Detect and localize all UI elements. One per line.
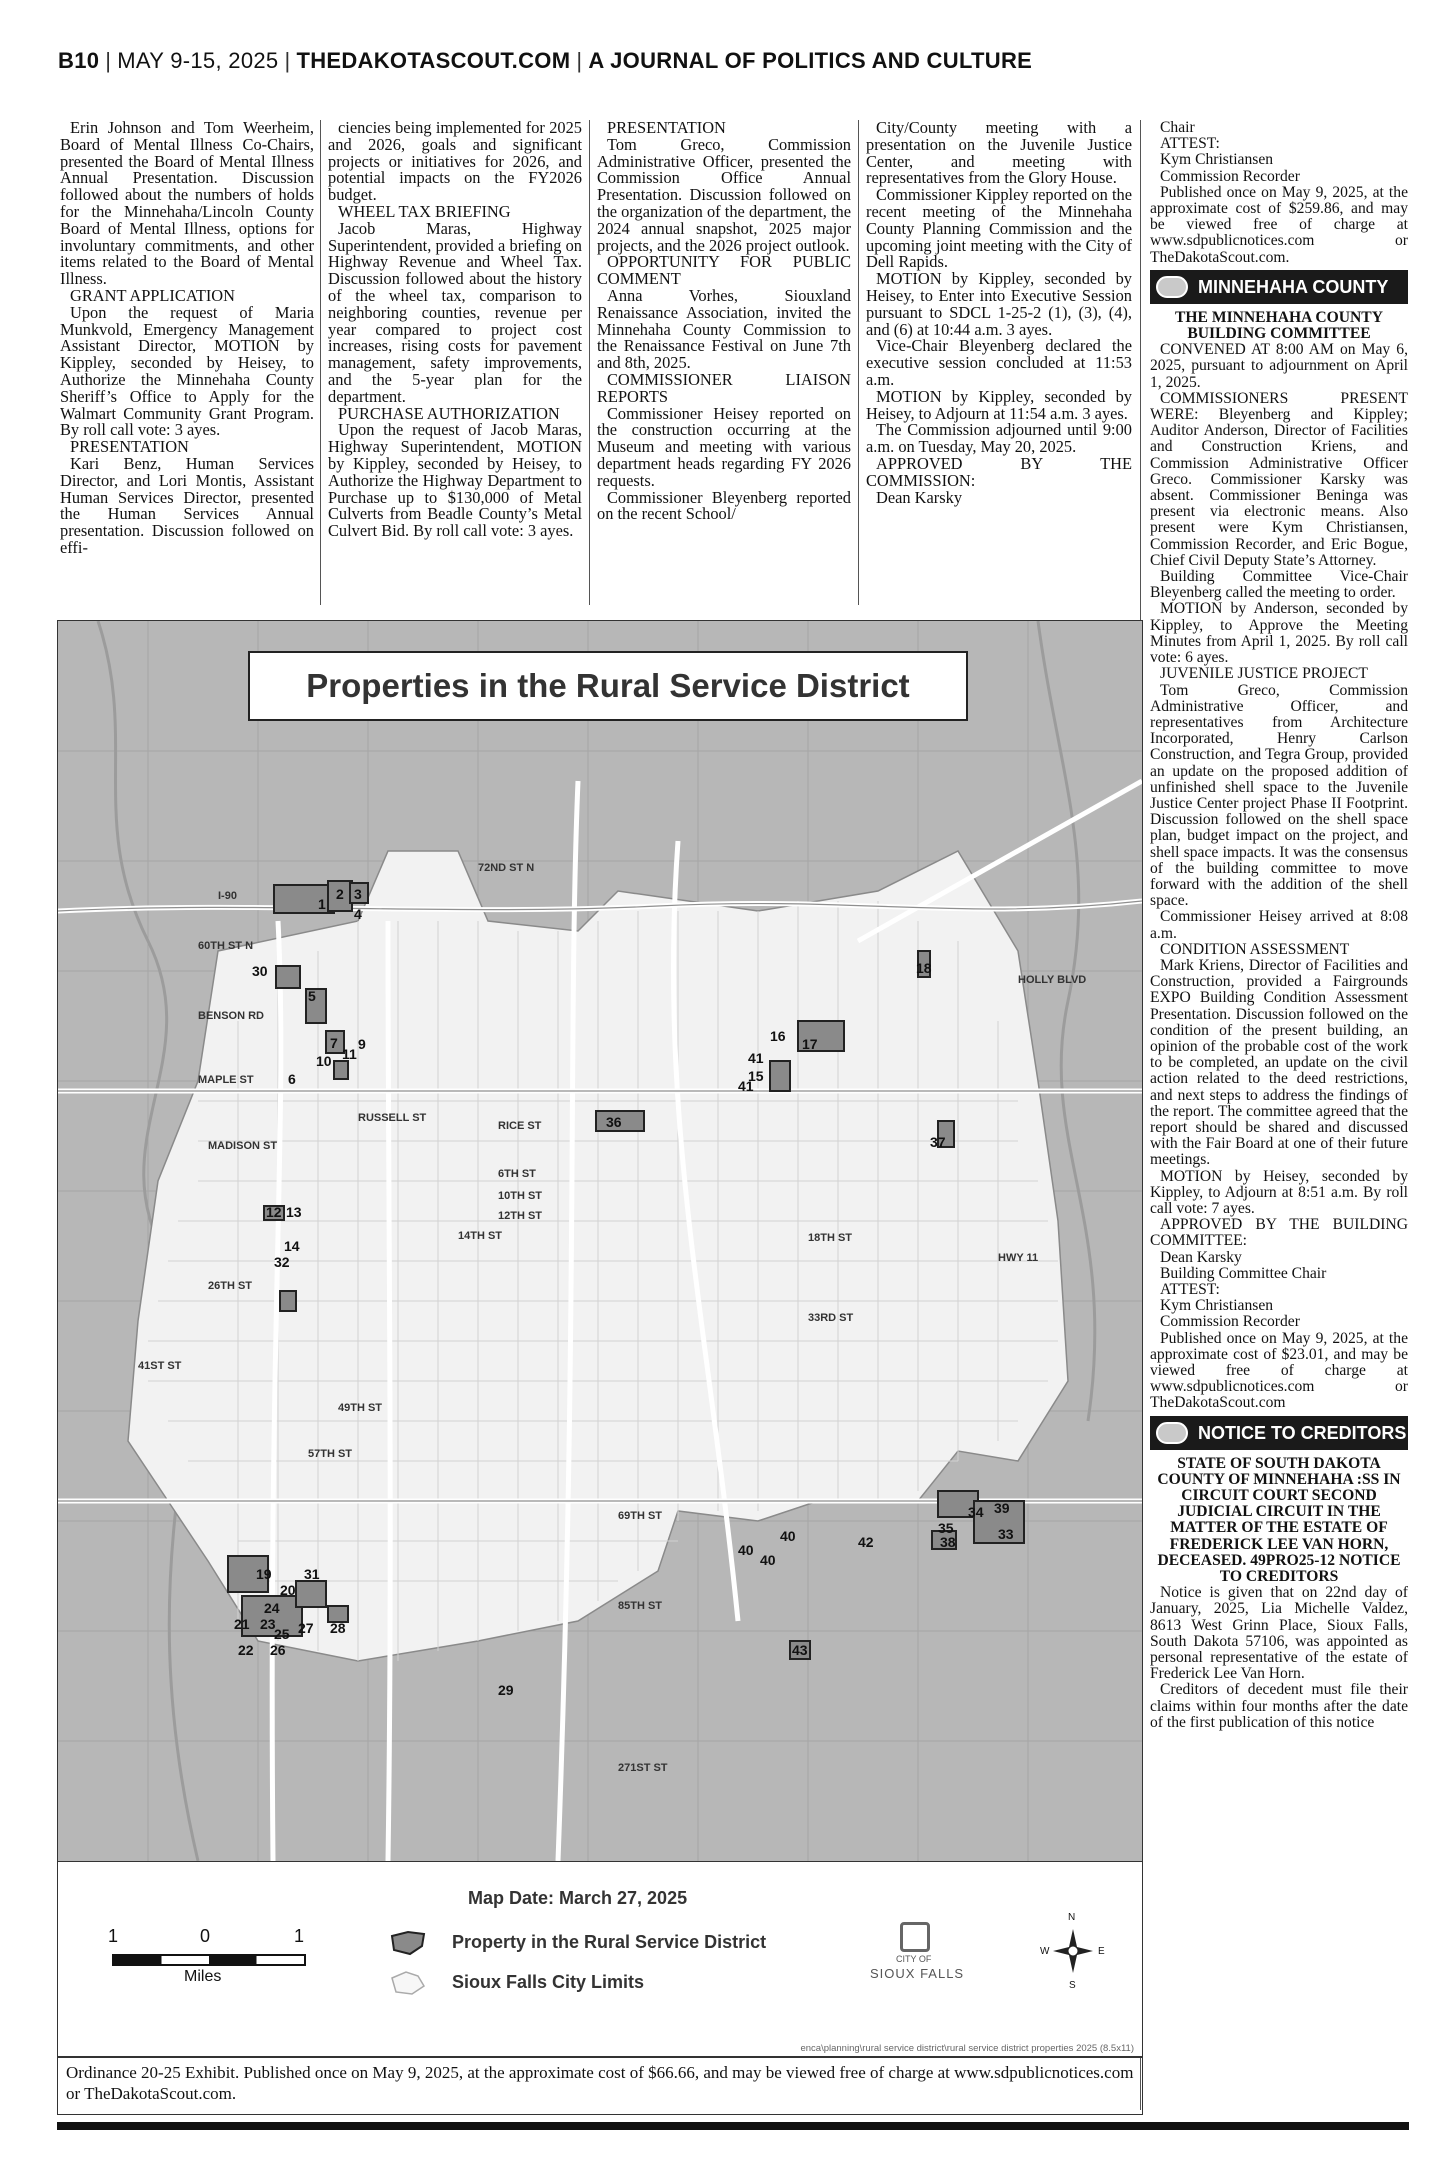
parcel-label: 28 xyxy=(330,1620,346,1636)
parcel-label: 20 xyxy=(280,1582,296,1598)
parcel-label: 31 xyxy=(304,1566,320,1582)
notice-heading: STATE OF SOUTH DAKOTA COUNTY OF MINNEHAHA :SS IN CIRCUIT COURT SECOND JUDICIAL CIRCUIT IN THE MATTER OF THE ESTATE OF FREDERICK LEE VAN HORN, DECEASED. 49PRO25-12 NOTICE TO CREDITORS xyxy=(1157,1454,1401,1586)
road-label: 69TH ST xyxy=(618,1510,663,1522)
compass-s: S xyxy=(1069,1980,1076,1991)
road-label: 72ND ST N xyxy=(478,862,535,874)
col2-para: ciencies being implemented for 2025 and 2026, goals and significant projects or initiatives for 2026, and potential impacts on the FY2026 budget. xyxy=(328,118,582,205)
parcel-label: 11 xyxy=(342,1046,357,1062)
parcel-label: 7 xyxy=(330,1035,338,1051)
column-4 xyxy=(866,120,1132,506)
parcel-label: 27 xyxy=(298,1620,314,1636)
parcel-legend-icon xyxy=(388,1928,428,1958)
parcel-label: 14 xyxy=(284,1238,300,1254)
legend-item-property: Property in the Rural Service District xyxy=(452,1932,767,1952)
col4-para: APPROVED BY THE COMMISSION: xyxy=(866,453,1132,490)
city-logo-line1: CITY OF xyxy=(896,1954,932,1964)
compass-n: N xyxy=(1068,1912,1076,1923)
col5-line: ATTEST: xyxy=(1160,135,1220,153)
col2-para: Upon the request of Jacob Maras, Highway Superintendent, MOTION by Kippley, seconded by Heisey, to Authorize the Highway Department to Purchase up to $130,000 of Metal Culverts from Beadle County’s Metal Culvert Bid. By roll call vote: 3 ayes. xyxy=(328,420,582,541)
col5-line: Dean Karsky xyxy=(1160,1248,1242,1266)
rural-service-district-map xyxy=(57,620,1143,2057)
scale-bar-graphic xyxy=(112,1954,306,1966)
col5-para: Notice is given that on 22nd day of January, 2025, Lia Michelle Valdez, 8613 West Grinn Place, Sioux Falls, South Dakota 57106, was appointed as personal representative of the estate of Frederick Lee Van Horn. xyxy=(1150,1584,1408,1683)
col4-para: Vice-Chair Bleyenberg declared the executive session concluded at 11:53 a.m. xyxy=(866,336,1132,389)
column-rule xyxy=(589,120,590,605)
compass-rose-icon xyxy=(1038,1912,1108,1992)
parcel-label: 26 xyxy=(270,1642,286,1658)
parcel-label: 15 xyxy=(748,1068,764,1084)
col5-para: Commissioner Heisey arrived at 8:08 a.m. xyxy=(1150,908,1408,942)
col4-para: Commissioner Kippley reported on the recent meeting of the Minnehaha County Planning Commission and the upcoming joint meeting with the City of Dell Rapids. xyxy=(866,185,1132,272)
road-label: 10TH ST xyxy=(498,1190,543,1202)
parcel-label: 33 xyxy=(998,1526,1014,1542)
banner-label: NOTICE TO CREDITORS xyxy=(1198,1422,1407,1443)
city-logo-line2: SIOUX FALLS xyxy=(870,1966,965,1981)
col1-heading: PRESENTATION xyxy=(70,437,189,457)
section-banner-minnehaha xyxy=(1150,270,1408,304)
road-label: 271ST ST xyxy=(618,1762,668,1774)
map-canvas xyxy=(58,621,1142,1861)
masthead: B10 | MAY 9-15, 2025 | THEDAKOTASCOUT.COM | A JOURNAL OF POLITICS AND CULTURE xyxy=(58,48,1033,73)
compass-star xyxy=(1053,1929,1093,1973)
parcel-label: 17 xyxy=(802,1036,818,1052)
road-label: HWY 11 xyxy=(998,1252,1039,1264)
parcel-label: 9 xyxy=(358,1036,366,1052)
col2-heading: PURCHASE AUTHORIZATION xyxy=(338,403,560,423)
parcel-label: 41 xyxy=(748,1050,764,1066)
banner-label: MINNEHAHA COUNTY xyxy=(1198,276,1389,297)
page-number: B10 xyxy=(58,48,100,73)
col5-para: CONVENED AT 8:00 AM on May 6, 2025, pursuant to adjournment on April 1, 2025. xyxy=(1150,341,1408,391)
scale-label-left: 1 xyxy=(108,1926,119,1946)
col3-para: Anna Vorhes, Siouxland Renaissance Association, invited the Minnehaha County Commission to the Renaissance Festival on June 7th and 8th, 2025. xyxy=(597,285,851,373)
parcel-label: 38 xyxy=(940,1534,956,1550)
compass-w: W xyxy=(1040,1946,1050,1957)
road-label: 33RD ST xyxy=(808,1312,854,1324)
parcel-label: 18 xyxy=(916,960,932,976)
road-label: RICE ST xyxy=(498,1120,542,1132)
ordinance-footer: Ordinance 20-25 Exhibit. Published once on May 9, 2025, at the approximate cost of $66.66, and may be viewed free of charge at www.sdpublicnotices.com or TheDakotaScout.com. xyxy=(57,2057,1143,2115)
parcel-label: 34 xyxy=(968,1504,984,1520)
parcel-label: 37 xyxy=(930,1134,946,1150)
map-date: Map Date: March 27, 2025 xyxy=(468,1888,688,1908)
parcel-label: 22 xyxy=(238,1642,254,1658)
parcel-label: 30 xyxy=(252,963,268,979)
parcel-label: 32 xyxy=(274,1254,290,1270)
col1-heading: GRANT APPLICATION xyxy=(70,285,235,305)
map-title: Properties in the Rural Service District xyxy=(248,651,968,721)
col3-para: Tom Greco, Commission Administrative Officer, presented the Commission Office Annual Presentation. Discussion followed on the organization of the department, the 2024 annual snapshot, 2025 major projects, and the 2026 project outlook. xyxy=(597,134,851,255)
road-label: 41ST ST xyxy=(138,1360,182,1372)
col5-para: JUVENILE JUSTICE PROJECT xyxy=(1160,665,1368,683)
parcel-label: 12 xyxy=(266,1204,282,1220)
col5-para: Tom Greco, Commission Administrative Officer, and representatives from Architecture Incorporated, Henry Carlson Construction, and Tegra Group, provided an update on the proposed addition of unfinished shell space to the Juvenile Justice Center project Phase II Footprint. Discussion followed on the shell space plan, budget impact on the project, and shell space impacts. It was the consensus of the building committee to move forward with the addition of the shell space. xyxy=(1150,681,1408,910)
col5-para: COMMISSIONERS PRESENT WERE: Bleyenberg and Kippley; Auditor Anderson, Director of Facilities and Construction Kriens, and Commission Administrative Officer Greco. Commissioner Karsky was absent. Commissioner Beninga was present via electronic means. Also present were Kym Christiansen, Commission Recorder, and Eric Bogue, Chief Civil Deputy State’s Attorney. xyxy=(1150,389,1408,569)
road-label: MADISON ST xyxy=(208,1140,278,1152)
parcel-label: 10 xyxy=(316,1053,332,1069)
column-5 xyxy=(1150,120,1408,1731)
road-label: 49TH ST xyxy=(338,1402,383,1414)
col1-para: Kari Benz, Human Services Director, and Lori Montis, Assistant Human Services Director, presented the Human Services Annual presentation. Discussion followed on effi- xyxy=(60,453,314,557)
col5-line: Kym Christiansen xyxy=(1160,151,1274,169)
scale-label-right: 1 xyxy=(294,1926,305,1946)
col5-line: Commission Recorder xyxy=(1160,167,1300,185)
road-label: 85TH ST xyxy=(618,1600,663,1612)
scale-label-mid: 0 xyxy=(200,1926,211,1946)
column-1 xyxy=(60,120,314,557)
parcel-label: 1 xyxy=(318,896,326,912)
col5-line: Building Committee Chair xyxy=(1160,1264,1327,1282)
parcel-label: 6 xyxy=(288,1071,296,1087)
col5-para: Creditors of decedent must file their claims within four months after the date of the first publication of this notice xyxy=(1150,1681,1408,1731)
parcel-label: 40 xyxy=(760,1552,776,1568)
issue-date: MAY 9-15, 2025 xyxy=(117,48,279,73)
col1-para: Upon the request of Maria Munkvold, Emergency Management Assistant Director, MOTION by Kippley, seconded by Heisey, to Authorize the Minnehaha County Sheriff’s Office to Apply for the Walmart Community Grant Program. By roll call vote: 3 ayes. xyxy=(60,302,314,440)
parcel-label: 3 xyxy=(354,886,362,902)
col1-para: Erin Johnson and Tom Weerheim, Board of Mental Illness Co-Chairs, presented the Board of Mental Illness Annual Presentation. Discussion followed about the numbers of holds for the Minnehaha/Lincoln County Board of Mental Illness, options for involuntary commitments, and other items related to the Board of Mental Illness. xyxy=(60,118,314,289)
col4-para: Dean Karsky xyxy=(876,487,963,507)
column-rule xyxy=(858,120,859,605)
section-banner-creditors xyxy=(1150,1416,1408,1450)
tagline: A JOURNAL OF POLITICS AND CULTURE xyxy=(588,48,1033,73)
col5-para: Published once on May 9, 2025, at the approximate cost of $259.86, and may be viewed free of charge at www.sdpublicnotices.com or TheDakotaScout.com. xyxy=(1150,183,1408,266)
road-label: MAPLE ST xyxy=(198,1074,254,1086)
col4-para: MOTION by Kippley, seconded by Heisey, to Enter into Executive Session pursuant to SDCL 1-25-2 (1), (3), (4), and (6) at 10:44 a.m. 3 ayes. xyxy=(866,269,1132,339)
county-seal-icon xyxy=(1156,276,1188,298)
col4-para: City/County meeting with a presentation on the Juvenile Justice Center, and meeting with representatives from the Glory House. xyxy=(866,118,1132,188)
col4-para: The Commission adjourned until 9:00 a.m. on Tuesday, May 20, 2025. xyxy=(866,420,1132,457)
col5-para: Building Committee Vice-Chair Bleyenberg called the meeting to order. xyxy=(1150,568,1408,602)
parcel-label: 41 xyxy=(738,1078,754,1094)
city-limits-legend-icon xyxy=(388,1968,428,1998)
parcel-label: 19 xyxy=(256,1566,272,1582)
col5-para: Published once on May 9, 2025, at the approximate cost of $23.01, and may be viewed free of charge at www.sdpublicnotices.com or TheDakotaScout.com xyxy=(1150,1329,1408,1412)
col5-line: Chair xyxy=(1160,119,1195,136)
col3-heading: PRESENTATION xyxy=(607,118,726,137)
notice-seal-icon xyxy=(1156,1422,1188,1444)
parcel-label: 5 xyxy=(308,988,316,1004)
legend-item-city-limits: Sioux Falls City Limits xyxy=(452,1972,645,1992)
col2-heading: WHEEL TAX BRIEFING xyxy=(338,201,511,221)
col5-para: CONDITION ASSESSMENT xyxy=(1160,940,1350,958)
col5-para: MOTION by Heisey, seconded by Kippley, to Adjourn at 8:51 a.m. By roll call vote: 7 ayes. xyxy=(1150,1167,1408,1217)
road-label: 14TH ST xyxy=(458,1230,503,1242)
parcel-label: 25 xyxy=(274,1626,290,1642)
parcel-label: 2 xyxy=(336,886,344,902)
col2-para: Jacob Maras, Highway Superintendent, provided a briefing on Highway Revenue and Wheel Tax. Discussion followed about the history of the wheel tax, comparison to neighboring counties, revenue per year compared to project cost increases, rising costs for pavement management, safety improvements, and the 5-year plan for the department. xyxy=(328,218,582,406)
parcel-label: 16 xyxy=(770,1028,786,1044)
parcel-label: 36 xyxy=(606,1114,622,1130)
col3-heading: OPPORTUNITY FOR PUBLIC COMMENT xyxy=(597,252,851,289)
parcel-label: 40 xyxy=(738,1542,754,1558)
road-label: BENSON RD xyxy=(198,1010,265,1022)
scale-bar xyxy=(108,1926,308,1986)
parcel-label: 13 xyxy=(286,1204,302,1220)
parcel-label: 42 xyxy=(858,1534,874,1550)
road-label: 57TH ST xyxy=(308,1448,353,1460)
map-legend xyxy=(58,1861,1142,2057)
scale-unit: Miles xyxy=(184,1968,222,1985)
col5-line: Commission Recorder xyxy=(1160,1313,1300,1331)
road-label: 6TH ST xyxy=(498,1168,536,1180)
column-3 xyxy=(597,120,851,523)
parcel-label: 21 xyxy=(234,1616,250,1632)
parcel-label: 35 xyxy=(938,1520,954,1536)
parcel-label: 4 xyxy=(354,906,362,922)
road-label: RUSSELL ST xyxy=(358,1112,427,1124)
road-label: HOLLY BLVD xyxy=(1018,974,1087,986)
road-label: 18TH ST xyxy=(808,1232,853,1244)
map-file-path: enca\planning\rural service district\rural service district properties 2025 (8.5x11) xyxy=(800,2043,1134,2054)
col5-line: Kym Christiansen xyxy=(1160,1297,1274,1315)
parcel-label: 39 xyxy=(994,1500,1010,1516)
road-label: 60TH ST N xyxy=(198,940,254,952)
page-bottom-rule xyxy=(57,2122,1409,2130)
site-link[interactable]: THEDAKOTASCOUT.COM xyxy=(296,48,571,73)
col5-para: Mark Kriens, Director of Facilities and Construction, provided a Fairgrounds EXPO Building Condition Assessment Presentation. Discussion followed on the condition of the present building, an opinion of the probable cost of the work to be completed, an update on the civil action related to the deed restrictions, and next steps to address the findings of the report. The committee agreed that the report should be shared and discussed with the Fair Board at one of their future meetings. xyxy=(1150,956,1408,1169)
col3-para: Commissioner Bleyenberg reported on the recent School/ xyxy=(597,487,851,524)
col3-para: Commissioner Heisey reported on the construction occurring at the Museum and meeting with various department heads regarding FY 2026 requests. xyxy=(597,403,851,490)
parcel-label: 40 xyxy=(780,1528,796,1544)
road-label: 12TH ST xyxy=(498,1210,543,1222)
col3-heading: COMMISSIONER LIAISON REPORTS xyxy=(597,369,851,406)
col5-line: ATTEST: xyxy=(1160,1281,1220,1299)
notice-heading: THE MINNEHAHA COUNTY BUILDING COMMITTEE xyxy=(1175,308,1383,343)
parcel-label: 29 xyxy=(498,1682,514,1698)
parcel-label: 24 xyxy=(264,1600,280,1616)
column-rule xyxy=(320,120,321,605)
compass-e: E xyxy=(1098,1946,1105,1957)
col4-para: MOTION by Kippley, seconded by Heisey, to Adjourn at 11:54 a.m. 3 ayes. xyxy=(866,386,1132,423)
road-label: 26TH ST xyxy=(208,1280,253,1292)
road-label: I-90 xyxy=(218,890,237,902)
parcel-label: 23 xyxy=(260,1616,276,1632)
col5-para: MOTION by Anderson, seconded by Kippley, to Approve the Meeting Minutes from April 1, 2025. By roll call vote: 6 ayes. xyxy=(1150,600,1408,667)
city-logo-mark-icon xyxy=(900,1922,930,1952)
parcel-label: 43 xyxy=(792,1642,808,1658)
column-2 xyxy=(328,120,582,540)
col5-para: APPROVED BY THE BUILDING COMMITTEE: xyxy=(1150,1216,1408,1250)
